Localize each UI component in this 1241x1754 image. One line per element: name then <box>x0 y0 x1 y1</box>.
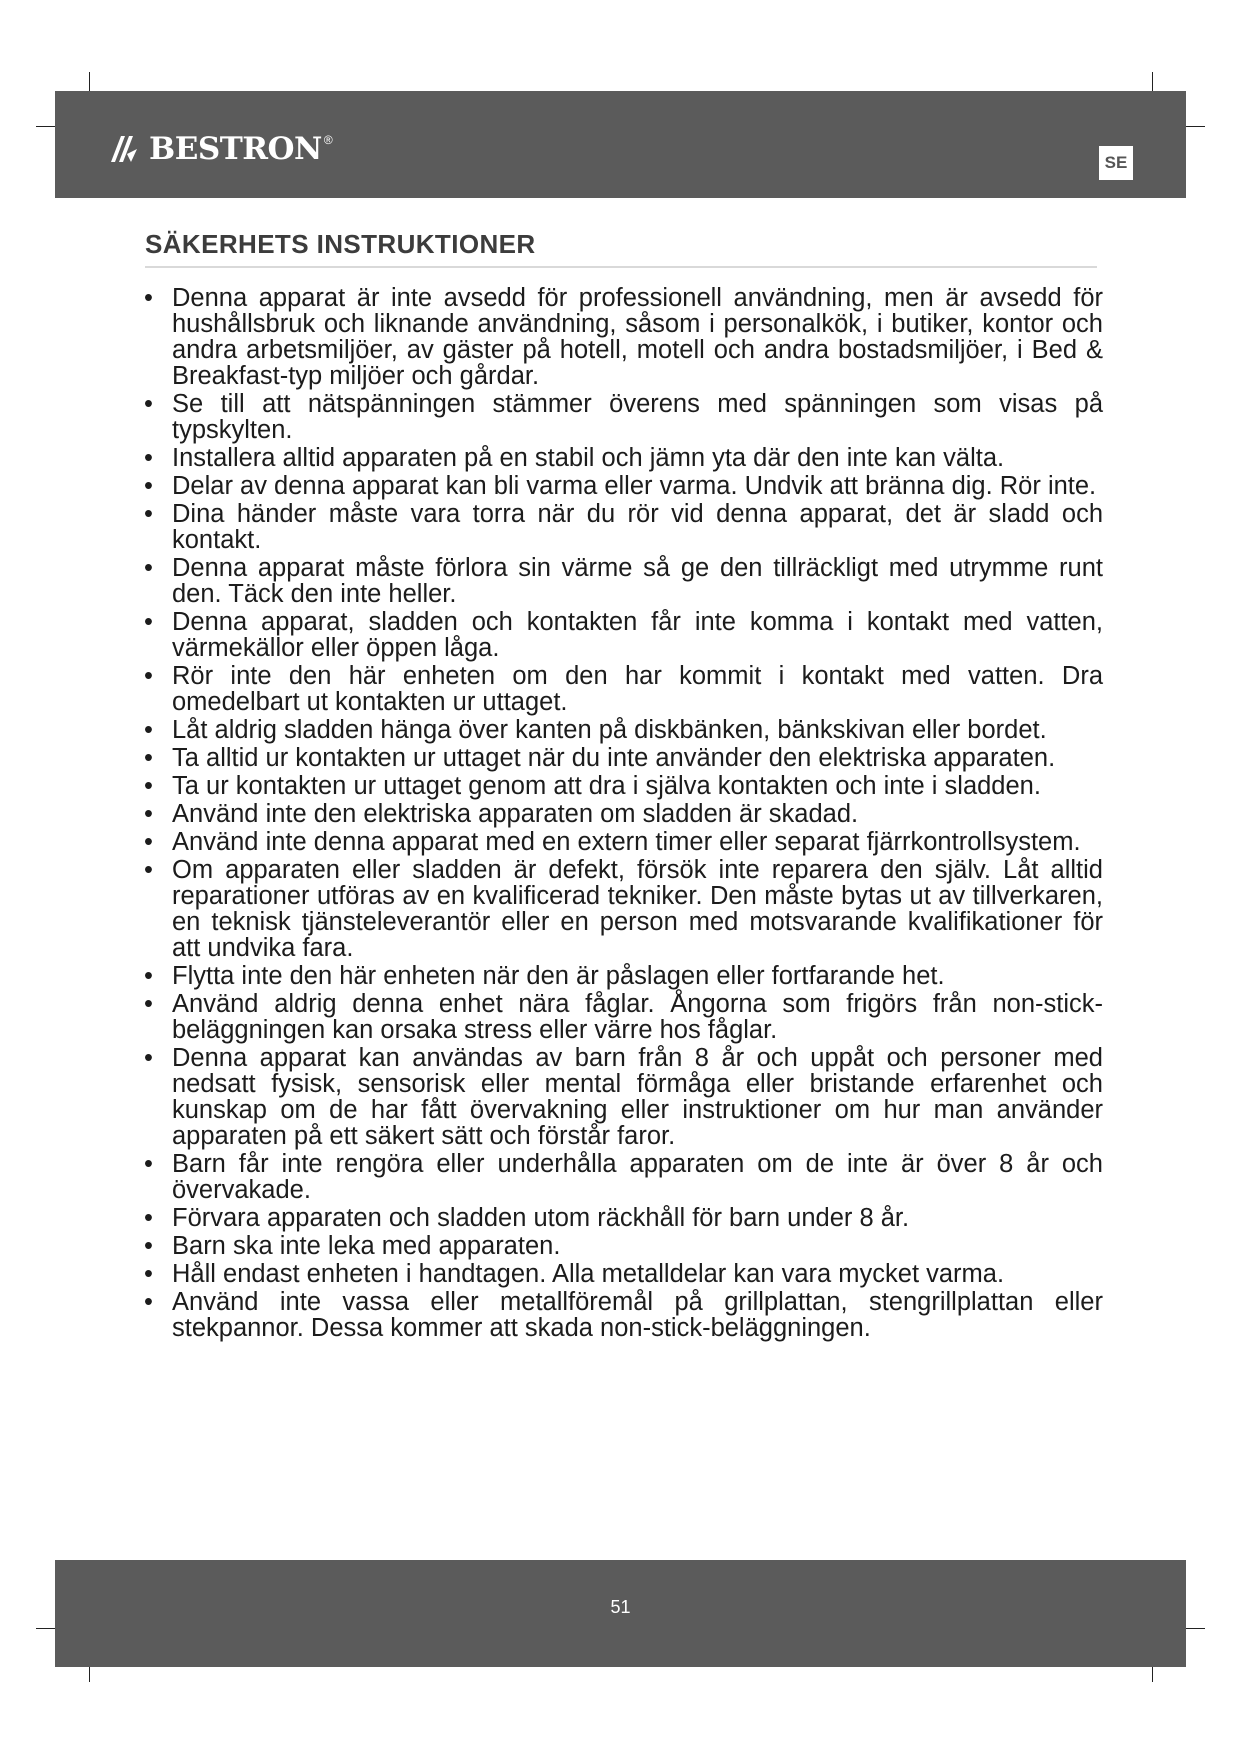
list-item: • Dina händer måste vara torra när du rör vid denna apparat, det är sladd och kontakt. <box>140 501 1103 553</box>
list-item: • Denna apparat kan användas av barn från 8 år och uppåt och personer med nedsatt fysisk, sensorisk eller mental förmåga eller bristande erfarenhet och kunskap om de har fått övervakning eller instruktioner om hur man använder apparaten på ett säkert sätt och förstår faror. <box>140 1045 1103 1149</box>
list-item: • Flytta inte den här enheten när den är påslagen eller fortfarande het. <box>140 963 1103 989</box>
registered-mark: ® <box>323 133 333 147</box>
brand-logo <box>107 129 333 169</box>
list-item: • Använd aldrig denna enhet nära fåglar. Ångorna som frigörs från non-stick-beläggningen kan orsaka stress eller värre hos fåglar. <box>140 991 1103 1043</box>
list-item: • Delar av denna apparat kan bli varma eller varma. Undvik att bränna dig. Rör inte. <box>140 473 1103 499</box>
list-item: • Installera alltid apparaten på en stabil och jämn yta där den inte kan välta. <box>140 445 1103 471</box>
list-item: • Se till att nätspänningen stämmer överens med spänningen som visas på typskylten. <box>140 391 1103 443</box>
list-item: • Låt aldrig sladden hänga över kanten på diskbänken, bänkskivan eller bordet. <box>140 717 1103 743</box>
list-item: • Förvara apparaten och sladden utom räckhåll för barn under 8 år. <box>140 1205 1103 1231</box>
language-badge: SE <box>1099 146 1133 180</box>
list-item: • Ta alltid ur kontakten ur uttaget när du inte använder den elektriska apparaten. <box>140 745 1103 771</box>
page-number: 51 <box>610 1597 631 1617</box>
list-item: • Denna apparat måste förlora sin värme så ge den tillräckligt med utrymme runt den. Täck den inte heller. <box>140 555 1103 607</box>
page-title: SÄKERHETS INSTRUKTIONER <box>145 229 536 259</box>
list-item: • Håll endast enheten i handtagen. Alla metalldelar kan vara mycket varma. <box>140 1261 1103 1287</box>
list-item: • Barn ska inte leka med apparaten. <box>140 1233 1103 1259</box>
list-item: • Rör inte den här enheten om den har kommit i kontakt med vatten. Dra omedelbart ut kontakten ur uttaget. <box>140 663 1103 715</box>
header-bar <box>55 91 1186 198</box>
footer-bar <box>55 1560 1186 1667</box>
list-item: • Denna apparat, sladden och kontakten får inte komma i kontakt med vatten, värmekällor eller öppen låga. <box>140 609 1103 661</box>
brand-chevron-icon <box>107 132 141 166</box>
list-item: • Denna apparat är inte avsedd för professionell användning, men är avsedd för hushållsbruk och liknande användning, såsom i personalkök, i butiker, kontor och andra arbetsmiljöer, av gäster på hotell, motell och andra bostadsmiljöer, i Bed & Breakfast-typ miljöer och gårdar. <box>140 285 1103 389</box>
brand-name: BESTRON <box>149 131 322 167</box>
list-item: • Ta ur kontakten ur uttaget genom att dra i själva kontakten och inte i sladden. <box>140 773 1103 799</box>
list-item: • Barn får inte rengöra eller underhålla apparaten om de inte är över 8 år och övervakade. <box>140 1151 1103 1203</box>
list-item: • Använd inte denna apparat med en extern timer eller separat fjärrkontrollsystem. <box>140 829 1103 855</box>
list-item: • Använd inte den elektriska apparaten om sladden är skadad. <box>140 801 1103 827</box>
list-item: • Om apparaten eller sladden är defekt, försök inte reparera den själv. Låt alltid reparationer utföras av en kvalificerad tekniker. Den måste bytas ut av tillverkaren, en teknisk tjänsteleverantör eller en person med motsvarande kvalifikationer för att undvika fara. <box>140 857 1103 961</box>
list-item: • Använd inte vassa eller metallföremål på grillplattan, stengrillplattan eller stekpannor. Dessa kommer att skada non-stick-beläggningen. <box>140 1289 1103 1341</box>
title-divider <box>145 266 1097 268</box>
instruction-list <box>140 285 1103 1343</box>
